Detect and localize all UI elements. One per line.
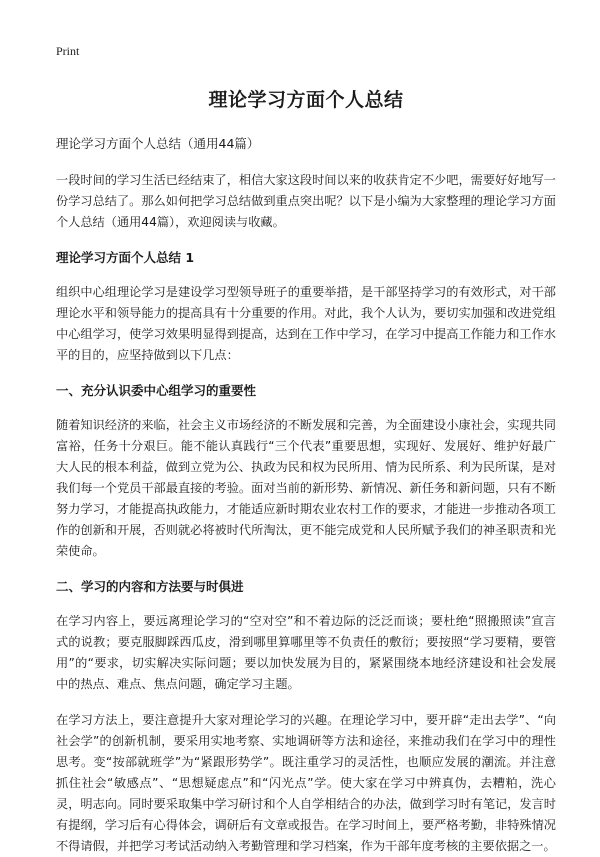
section-1-paragraph: 随着知识经济的来临，社会主义市场经济的不断发展和完善，为全面建设小康社会，实现共同富裕，任务十分艰巨。能不能认真践行“三个代表”重要思想，实现好、发展好、维护好最广大人民的根本利益，做到立党为公、执政为民和权为民所用、情为民所系、利为民所谋，是对我们每一个党员干部最直接的考验。面对当前的新形势、新情况、新任务和新问题，只有不断努力学习，才能提高执政能力，才能适应新时期农业农村工作的要求，才能进一步推动各项工作的创新和开展，否则就必将被时代所淘汰，更不能完成党和人民所赋予我们的神圣职责和光荣使命。 bbox=[56, 418, 556, 558]
print-link[interactable]: Print bbox=[56, 44, 80, 58]
article-paragraph: 组织中心组理论学习是建设学习型领导班子的重要举措，是干部坚持学习的有效形式，对干部理论水平和领导能力的提高具有十分重要的作用。对此，我个人认为，要切实加强和改进党组中心组学习，使学习效果明显得到提高，达到在工作中学习，在学习中提高工作能力和工作水平的目的，应坚持做到以下几点： bbox=[56, 285, 556, 362]
article-heading: 理论学习方面个人总结 1 bbox=[56, 250, 195, 265]
section-2-paragraph-2: 在学习方法上，要注意提升大家对理论学习的兴趣。在理论学习中，要开辟“走出去学”、“向社会学”的创新机制，要采用实地考察、实地调研等方法和途径，来推动我们在学习中的理性思考。变“按部就班学”为“紧跟形势学”。既注重学习的灵活性，也顺应发展的潮流。并注意抓住社会“敏感点”、“思想疑虑点”和“闪光点”学。使大家在学习中辨真伪，去糟粕，洗心灵，明志向。同时要采取集中学习研讨和个人自学相结合的办法，做到学习时有笔记，发言时有提纲，学习后有心得体会，调研后有文章或报告。在学习时间上，要严格考勤，非特殊情况不得请假，并把学习考试活动纳入考勤管理和学习档案，作为干部年度考核的主要依据之一。 bbox=[56, 713, 556, 853]
intro-paragraph: 一段时间的学习生活已经结束了，相信大家这段时间以来的收获肯定不少吧，需要好好地写一份学习总结了。那么如何把学习总结做到重点突出呢？以下是小编为大家整理的理论学习方面个人总结（通用44篇），欢迎阅读与收藏。 bbox=[56, 173, 556, 229]
section-heading-1: 一、充分认识委中心组学习的重要性 bbox=[56, 383, 257, 398]
page-title: 理论学习方面个人总结 bbox=[208, 89, 404, 111]
section-2-paragraph-1: 在学习内容上，要远离理论学习的“空对空”和不着边际的泛泛而谈；要杜绝“照搬照读”宣言式的说教；要克服脚踩西瓜皮，滑到哪里算哪里等不负责任的敷衍；要按照“学习要精，要管用”的“要求，切实解决实际问题；要以加快发展为目的，紧紧围绕本地经济建设和社会发展中的热点、难点、焦点问题，确定学习主题。 bbox=[56, 614, 556, 691]
section-heading-2: 二、学习的内容和方法要与时俱进 bbox=[56, 579, 244, 594]
subtitle: 理论学习方面个人总结（通用44篇） bbox=[56, 136, 260, 151]
